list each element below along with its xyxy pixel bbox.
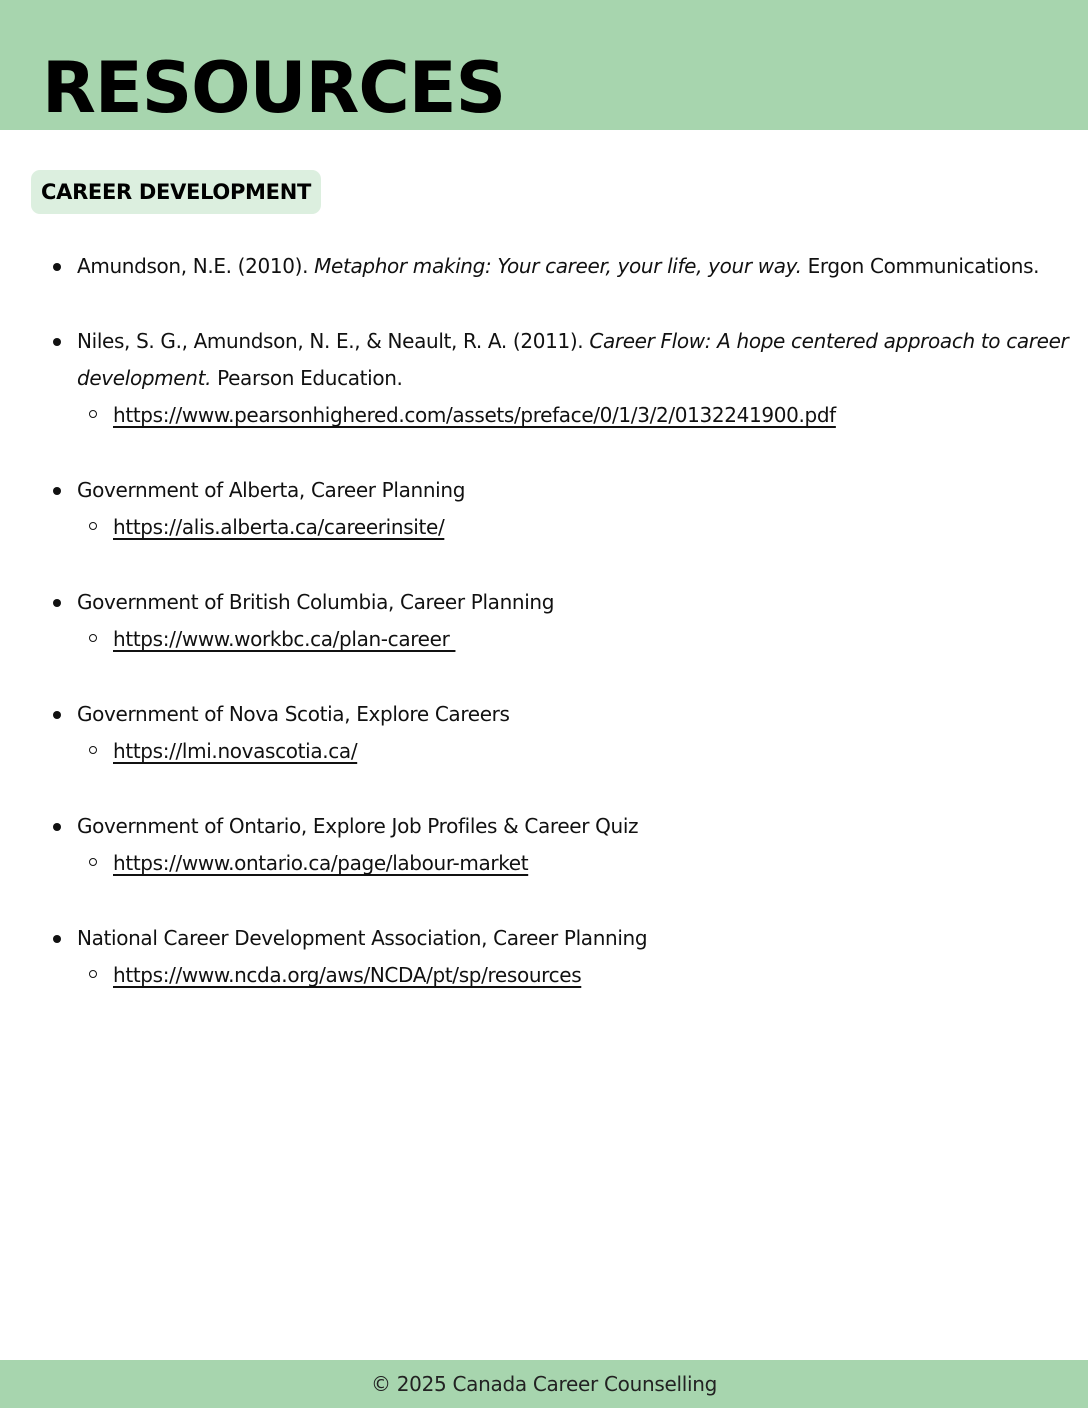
bullet-icon: [53, 823, 61, 831]
citation-author: Amundson, N.E. (2010).: [77, 254, 309, 278]
resource-link[interactable]: https://lmi.novascotia.ca/: [113, 739, 358, 763]
resource-link[interactable]: https://www.ncda.org/aws/NCDA/pt/sp/resources: [113, 963, 582, 987]
footer-band: [0, 1360, 1088, 1408]
page-title: RESOURCES: [42, 47, 505, 129]
resource-link[interactable]: https://www.ontario.ca/page/labour-market: [113, 851, 529, 875]
resource-title: Government of Nova Scotia, Explore Careers: [77, 702, 510, 726]
citation-title-cont: development.: [77, 366, 212, 390]
sub-bullet-icon: [89, 410, 97, 418]
citation-author: Niles, S. G., Amundson, N. E., & Neault, R. A. (2011).: [77, 329, 584, 353]
resource-title: Government of Alberta, Career Planning: [77, 478, 466, 502]
bullet-icon: [53, 935, 61, 943]
sub-bullet-icon: [89, 746, 97, 754]
bullet-icon: [53, 599, 61, 607]
sub-bullet-icon: [89, 522, 97, 530]
citation-line: [77, 360, 403, 397]
citation-publisher: Pearson Education.: [217, 366, 403, 390]
resource-title: National Career Development Association, Career Planning: [77, 926, 648, 950]
resource-link[interactable]: https://alis.alberta.ca/careerinsite/: [113, 515, 445, 539]
sub-bullet-icon: [89, 970, 97, 978]
bullet-icon: [53, 487, 61, 495]
resource-link[interactable]: https://www.pearsonhighered.com/assets/preface/0/1/3/2/0132241900.pdf: [113, 403, 836, 427]
citation-publisher: Ergon Communications.: [807, 254, 1040, 278]
footer-copyright: © 2025 Canada Career Counselling: [371, 1372, 717, 1396]
citation-title: Metaphor making: Your career, your life, your way.: [314, 254, 802, 278]
resource-title: Government of Ontario, Explore Job Profiles & Career Quiz: [77, 814, 639, 838]
header-band: [0, 0, 1088, 130]
resource-title: Government of British Columbia, Career Planning: [77, 590, 555, 614]
sub-bullet-icon: [89, 634, 97, 642]
citation-line: [77, 248, 1039, 285]
sub-bullet-icon: [89, 858, 97, 866]
citation-line: [77, 323, 1068, 360]
section-heading: CAREER DEVELOPMENT: [31, 170, 321, 214]
bullet-icon: [53, 263, 61, 271]
bullet-icon: [53, 338, 61, 346]
bullet-icon: [53, 711, 61, 719]
resource-link[interactable]: https://www.workbc.ca/plan-career: [113, 627, 456, 651]
citation-title: Career Flow: A hope centered approach to career: [589, 329, 1069, 353]
